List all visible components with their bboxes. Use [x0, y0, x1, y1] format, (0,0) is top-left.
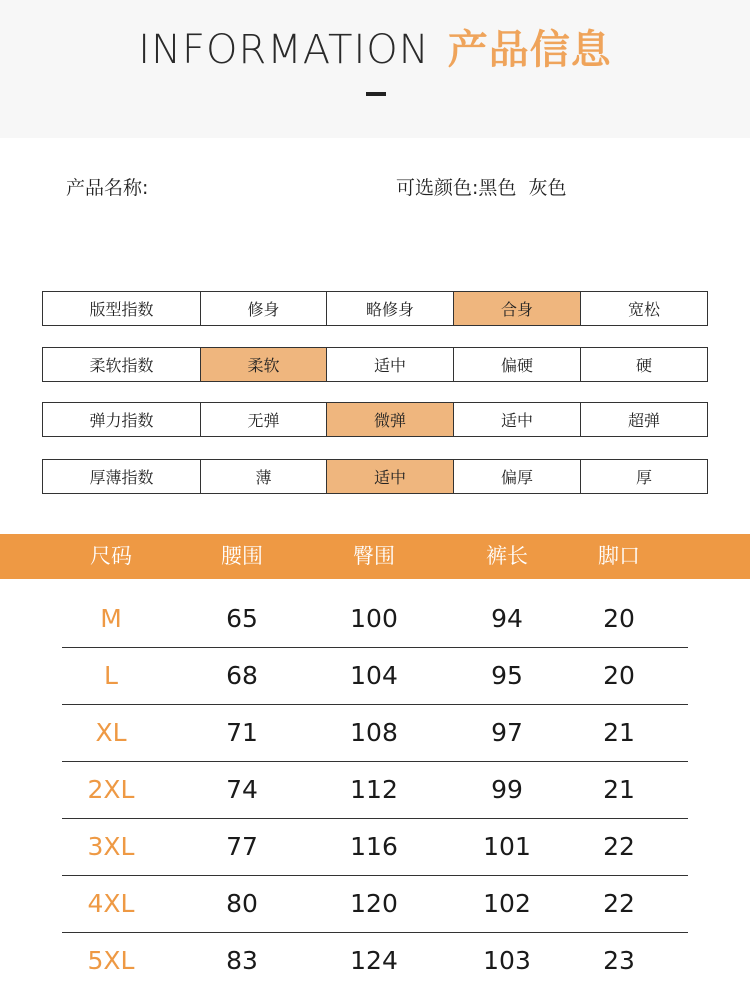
- table-row: [0, 932, 750, 989]
- size-label: 3XL: [87, 832, 135, 861]
- index-option-selected: 微弹: [327, 403, 454, 437]
- measurement-cell: 120: [350, 889, 398, 918]
- measurement-cell: 83: [226, 946, 258, 975]
- index-row: [43, 292, 708, 326]
- measurement-cell: 100: [350, 604, 398, 633]
- size-label: M: [100, 604, 122, 633]
- index-label: 柔软指数: [43, 348, 201, 382]
- index-option: 无弹: [201, 403, 327, 437]
- size-label: 5XL: [87, 946, 135, 975]
- size-label: 2XL: [87, 775, 135, 804]
- measurement-cell: 104: [350, 661, 398, 690]
- title-english: INFORMATION: [138, 27, 430, 73]
- measurement-cell: 102: [483, 889, 531, 918]
- index-row: [43, 403, 708, 437]
- measurement-cell: 108: [350, 718, 398, 747]
- measurement-cell: 103: [483, 946, 531, 975]
- index-option-selected: 柔软: [201, 348, 327, 382]
- index-table: [42, 347, 708, 382]
- size-label: L: [104, 661, 118, 690]
- index-option: 适中: [327, 348, 454, 382]
- index-row: [43, 348, 708, 382]
- size-label: 4XL: [87, 889, 135, 918]
- index-option: 适中: [454, 403, 581, 437]
- measurement-cell: 65: [226, 604, 258, 633]
- measurement-cell: 23: [603, 946, 635, 975]
- column-header: 臀围: [353, 544, 395, 568]
- measurement-cell: 99: [491, 775, 523, 804]
- index-option: 超弹: [581, 403, 708, 437]
- colors-label: 可选颜色:: [396, 177, 479, 199]
- size-table-header: [0, 534, 750, 579]
- index-label: 厚薄指数: [43, 460, 201, 494]
- measurement-cell: 22: [603, 889, 635, 918]
- index-option: 偏硬: [454, 348, 581, 382]
- index-label: 版型指数: [43, 292, 201, 326]
- measurement-cell: 101: [483, 832, 531, 861]
- measurement-cell: 68: [226, 661, 258, 690]
- index-table: [42, 402, 708, 437]
- column-header: 尺码: [90, 544, 132, 568]
- column-header: 裤长: [486, 544, 528, 568]
- size-label: XL: [95, 718, 127, 747]
- measurement-cell: 95: [491, 661, 523, 690]
- index-option: 偏厚: [454, 460, 581, 494]
- colors-value: 黑色 灰色: [478, 177, 567, 199]
- table-row: [0, 590, 750, 647]
- title-chinese: 产品信息: [447, 27, 612, 73]
- column-header: 腰围: [221, 544, 263, 568]
- table-row: [0, 647, 750, 704]
- measurement-cell: 20: [603, 604, 635, 633]
- table-row: [0, 818, 750, 875]
- measurement-cell: 116: [350, 832, 398, 861]
- index-option: 薄: [201, 460, 327, 494]
- index-option: 厚: [581, 460, 708, 494]
- index-option-selected: 合身: [454, 292, 581, 326]
- index-option-selected: 适中: [327, 460, 454, 494]
- measurement-cell: 80: [226, 889, 258, 918]
- measurement-cell: 97: [491, 718, 523, 747]
- index-option: 略修身: [327, 292, 454, 326]
- index-option: 硬: [581, 348, 708, 382]
- index-row: [43, 460, 708, 494]
- index-option: 宽松: [581, 292, 708, 326]
- measurement-cell: 74: [226, 775, 258, 804]
- column-header: 脚口: [598, 544, 640, 568]
- measurement-cell: 71: [226, 718, 258, 747]
- index-option: 修身: [201, 292, 327, 326]
- header-banner: [0, 0, 750, 138]
- available-colors: [396, 175, 567, 201]
- measurement-cell: 21: [603, 775, 635, 804]
- index-table: [42, 459, 708, 494]
- index-table: [42, 291, 708, 326]
- product-name-label: 产品名称:: [66, 177, 149, 199]
- table-row: [0, 761, 750, 818]
- index-label: 弹力指数: [43, 403, 201, 437]
- measurement-cell: 77: [226, 832, 258, 861]
- title-underline: [366, 92, 386, 96]
- page-title: [0, 26, 750, 74]
- measurement-cell: 21: [603, 718, 635, 747]
- measurement-cell: 124: [350, 946, 398, 975]
- table-row: [0, 704, 750, 761]
- measurement-cell: 20: [603, 661, 635, 690]
- measurement-cell: 94: [491, 604, 523, 633]
- measurement-cell: 112: [350, 775, 398, 804]
- measurement-cell: 22: [603, 832, 635, 861]
- table-row: [0, 875, 750, 932]
